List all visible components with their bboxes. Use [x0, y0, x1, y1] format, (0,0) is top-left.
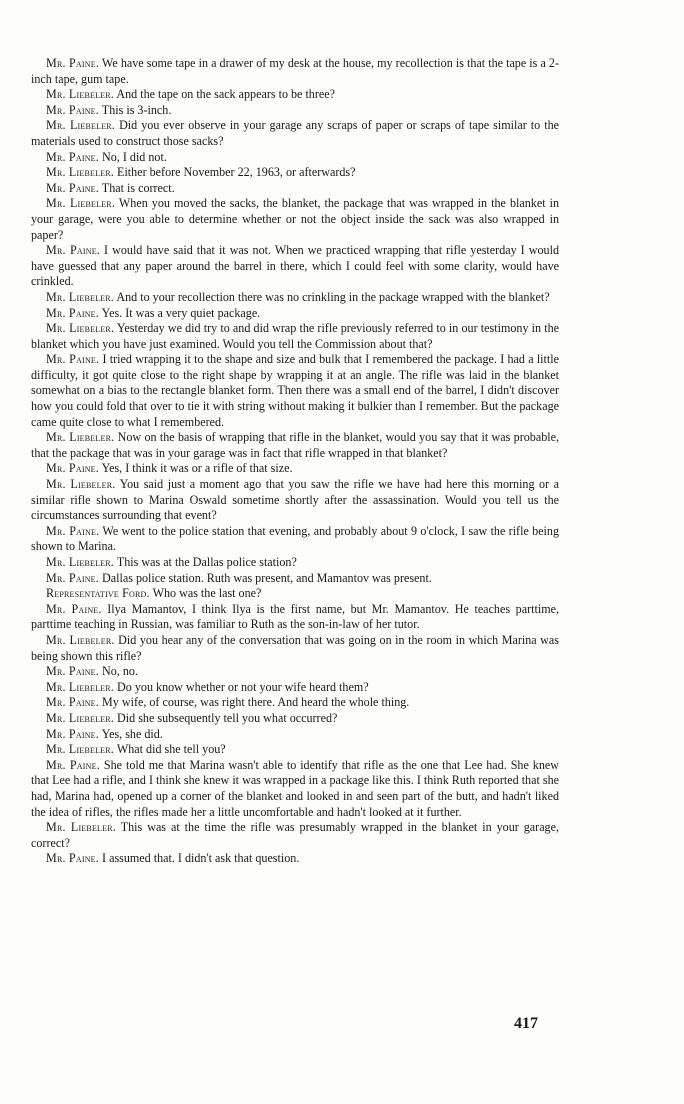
testimony-paragraph [31, 586, 559, 602]
testimony-paragraph [31, 820, 559, 851]
testimony-paragraph [31, 524, 559, 555]
testimony-paragraph [31, 165, 559, 181]
testimony-text: No, I did not. [99, 149, 167, 164]
testimony-text: Did you hear any of the conversation that was going on in the room in which Marina was being shown this rifle? [31, 632, 559, 663]
testimony-text: Yes. It was a very quiet package. [99, 305, 261, 320]
speaker-label: Mr. Paine. [46, 726, 99, 741]
testimony-paragraph [31, 196, 559, 243]
testimony-paragraph [31, 461, 559, 477]
testimony-body [31, 56, 559, 867]
testimony-text: We have some tape in a drawer of my desk at the house, my recollection is that the tape is a 2-inch tape, gum tape. [31, 56, 559, 86]
speaker-label: Mr. Paine. [46, 523, 100, 538]
testimony-text: Yes, she did. [99, 726, 163, 741]
testimony-paragraph [31, 571, 559, 587]
testimony-text: Dallas police station. Ruth was present, and Mamantov was present. [99, 570, 432, 585]
speaker-label: Mr. Liebeler. [46, 87, 115, 102]
testimony-text: And the tape on the sack appears to be three? [114, 87, 335, 102]
testimony-text: This is 3-inch. [99, 102, 172, 117]
testimony-paragraph [31, 664, 559, 680]
speaker-label: Mr. Paine. [46, 180, 99, 195]
testimony-text: We went to the police station that evening, and probably about 9 o'clock, I saw the rifle being shown to Marina. [31, 523, 559, 554]
testimony-paragraph [31, 430, 559, 461]
speaker-label: Mr. Paine. [46, 102, 99, 117]
speaker-label: Mr. Paine. [46, 56, 100, 70]
speaker-label: Mr. Paine. [46, 243, 101, 258]
testimony-paragraph [31, 150, 559, 166]
testimony-paragraph [31, 633, 559, 664]
speaker-label: Mr. Paine. [46, 757, 100, 772]
speaker-label: Mr. Paine. [46, 695, 99, 710]
testimony-text: No, no. [99, 664, 138, 679]
testimony-paragraph [31, 851, 559, 867]
testimony-paragraph [31, 711, 559, 727]
testimony-text: Now on the basis of wrapping that rifle in the blanket, would you say that it was probable, that the package that was in your garage was in fact that rifle wrapped in that blanket? [31, 430, 559, 460]
speaker-label: Mr. Liebeler. [46, 820, 116, 835]
speaker-label: Mr. Liebeler. [46, 632, 115, 647]
speaker-label: Mr. Paine. [46, 461, 99, 476]
testimony-paragraph [31, 477, 559, 524]
speaker-label: Mr. Paine. [46, 664, 99, 679]
speaker-label: Mr. Paine. [46, 149, 99, 164]
testimony-paragraph [31, 695, 559, 711]
testimony-paragraph [31, 602, 559, 633]
testimony-paragraph [31, 118, 559, 149]
testimony-text: You said just a moment ago that you saw the rifle we have had here this morning or a similar rifle shown to Marina Oswald sometime shortly after the assassination. Would you tell us the circumstances surrounding that event? [31, 477, 559, 523]
testimony-text: Either before November 22, 1963, or afterwards? [114, 165, 356, 180]
testimony-text: This was at the Dallas police station? [114, 555, 297, 569]
speaker-label: Representative Ford. [46, 586, 150, 601]
testimony-text: I tried wrapping it to the shape and size and bulk that I remembered the package. I had a little difficulty, it got quite close to the right shape by wrapping it at an angle. The rifle was laid in the blanket somewhat on a bias to the rectangle blanket form. Then there was a small end of the barrel, I didn't discover how you could fold that over to tie it with string without making it bulkier than I remember. But the package came quite close to what I remembered. [31, 352, 559, 429]
testimony-paragraph [31, 352, 559, 430]
speaker-label: Mr. Paine. [46, 570, 99, 585]
testimony-text: Who was the last one? [149, 586, 262, 601]
speaker-label: Mr. Liebeler. [46, 165, 115, 180]
testimony-paragraph [31, 290, 559, 306]
testimony-paragraph [31, 243, 559, 290]
testimony-paragraph [31, 680, 559, 696]
speaker-label: Mr. Liebeler. [46, 710, 115, 725]
testimony-text: Yes, I think it was or a rifle of that size. [99, 461, 293, 476]
testimony-paragraph [31, 758, 559, 820]
testimony-text: I would have said that it was not. When we practiced wrapping that rifle yesterday I would have guessed that any paper around the barrel in there, which I could feel with some clarity, would have crinkled. [31, 243, 559, 289]
speaker-label: Mr. Paine. [46, 601, 102, 616]
testimony-paragraph [31, 181, 559, 197]
testimony-paragraph [31, 306, 559, 322]
speaker-label: Mr. Liebeler. [46, 679, 115, 694]
testimony-paragraph [31, 103, 559, 119]
speaker-label: Mr. Liebeler. [46, 289, 115, 304]
testimony-text: This was at the time the rifle was presumably wrapped in the blanket in your garage, correct? [31, 820, 559, 850]
speaker-label: Mr. Liebeler. [46, 477, 116, 492]
testimony-paragraph [31, 87, 559, 103]
speaker-label: Mr. Paine. [46, 851, 99, 866]
speaker-label: Mr. Liebeler. [46, 555, 115, 569]
speaker-label: Mr. Paine. [46, 352, 100, 367]
speaker-label: Mr. Liebeler. [46, 430, 115, 445]
speaker-label: Mr. Paine. [46, 305, 99, 320]
testimony-text: And to your recollection there was no crinkling in the package wrapped with the blanket? [114, 289, 550, 304]
speaker-label: Mr. Liebeler. [46, 118, 116, 133]
testimony-text: What did she tell you? [114, 742, 226, 757]
testimony-paragraph [31, 727, 559, 743]
testimony-text: Yesterday we did try to and did wrap the rifle previously referred to in our testimony in the blanket which you have just examined. Would you tell the Commission about that? [31, 321, 559, 351]
testimony-text: When you moved the sacks, the blanket, the package that was wrapped in the blanket in your garage, were you able to determine whether or not the object inside the sack was also wrapped in paper? [31, 196, 559, 242]
page-number: 417 [514, 1015, 538, 1032]
testimony-paragraph [31, 742, 559, 758]
testimony-text: That is correct. [99, 180, 175, 195]
testimony-text: Did she subsequently tell you what occurred? [114, 710, 338, 725]
speaker-label: Mr. Liebeler. [46, 742, 115, 757]
testimony-text: Ilya Mamantov, I think Ilya is the first name, but Mr. Mamantov. He teaches parttime, parttime teaching in Russian, was familiar to Ruth as the son-in-law of her tutor. [31, 601, 559, 632]
testimony-paragraph [31, 555, 559, 571]
testimony-text: My wife, of course, was right there. And heard the whole thing. [99, 695, 410, 710]
testimony-text: She told me that Marina wasn't able to identify that rifle as the one that Lee had. She knew that Lee had a rifle, and I think she knew it was wrapped in a package like this. I think Ruth reported that she had, Marina had, opened up a corner of the blanket and looked in and seen part of the butt, and hadn't liked the idea of rifles, the rifles made her a little uncomfortable and hadn't looked at it further. [31, 757, 559, 819]
testimony-text: Did you ever observe in your garage any scraps of paper or scraps of tape similar to the materials used to construct those sacks? [31, 118, 560, 148]
testimony-text: Do you know whether or not your wife heard them? [114, 679, 369, 694]
testimony-paragraph [31, 56, 559, 87]
speaker-label: Mr. Liebeler. [46, 196, 116, 211]
speaker-label: Mr. Liebeler. [46, 321, 115, 336]
testimony-paragraph [31, 321, 559, 352]
testimony-text: I assumed that. I didn't ask that question. [99, 851, 300, 866]
